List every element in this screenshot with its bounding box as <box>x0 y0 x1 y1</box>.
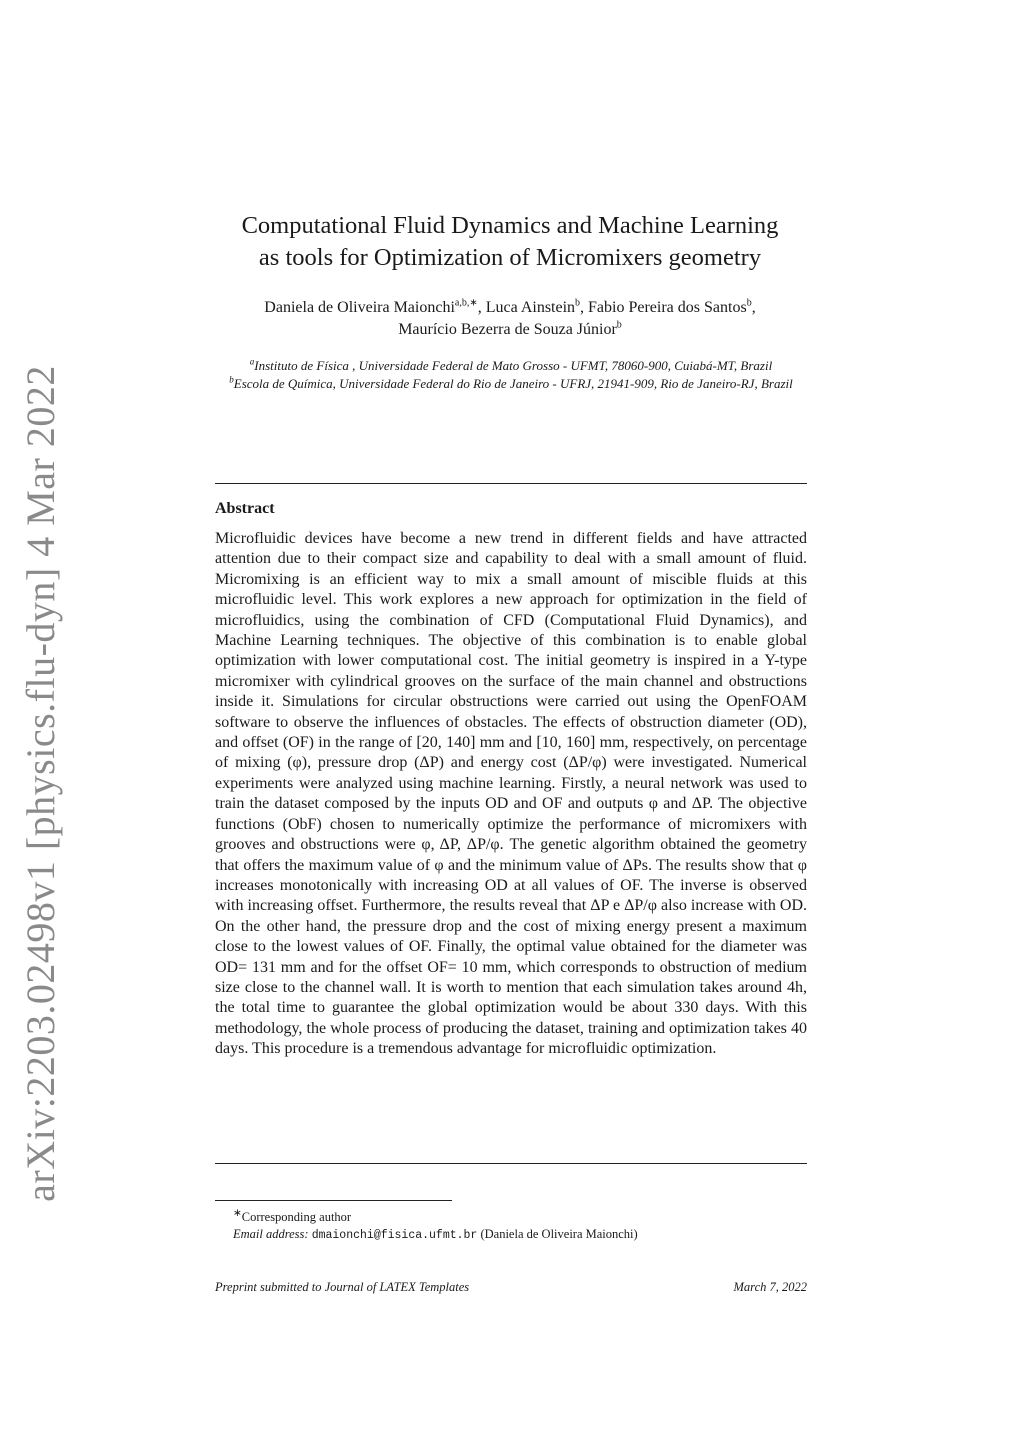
abstract-top-rule <box>215 483 807 484</box>
paper-title <box>200 210 820 274</box>
abstract-heading: Abstract <box>215 500 275 517</box>
page-footer <box>215 1280 807 1295</box>
author-name: Daniela de Oliveira Maionchi <box>264 299 455 316</box>
title-line-2: as tools for Optimization of Micromixers geometry <box>258 244 762 271</box>
email-note: Email address: dmaionchi@fisica.ufmt.br (Daniela de Oliveira Maionchi) <box>233 1227 638 1243</box>
author-affiliation-marks: b <box>616 319 622 331</box>
arxiv-id-text: arXiv:2203.02498v1 [physics.flu-dyn] 4 Mar 2022 <box>17 364 63 1202</box>
title-line-1: Computational Fluid Dynamics and Machine Learning <box>241 212 779 239</box>
affiliations <box>215 357 807 392</box>
footnote <box>215 1205 807 1244</box>
author-name: Luca Ainstein <box>485 299 576 316</box>
author-affiliation-marks: b <box>575 297 581 309</box>
email-address-link[interactable]: dmaionchi@fisica.ufmt.br <box>311 1229 478 1243</box>
corresponding-author-note: ∗Corresponding author <box>233 1208 352 1225</box>
preprint-note: Preprint submitted to Journal of LATEX Templates <box>215 1280 470 1294</box>
author-name: Fabio Pereira dos Santos <box>588 299 747 316</box>
abstract-bottom-rule <box>215 1163 807 1164</box>
footnote-rule <box>215 1200 452 1201</box>
author-list: Daniela de Oliveira Maionchi$^{a,b,∗}$, Luca Ainstein$^b$, Fabio Pereira dos Santos$^b$, Maurício Bezerra de Souza Júnior$^b$ <box>264 297 756 338</box>
arxiv-identifier-stamp <box>4 364 76 1202</box>
author-affiliation-marks: a,b,∗ <box>454 297 478 309</box>
affiliation-b: $^b$Escola de Química, Universidade Federal do Rio de Janeiro - UFRJ, 21941-909, Rio de Janeiro-RJ, Brazil <box>229 374 793 391</box>
abstract-text: Microfluidic devices have become a new trend in different fields and have attracted attention due to their compact size and capability to deal with a small amount of fluid. Micromixing is an efficient way to mix a small amount of miscible fluids at this microfluidic level. This work explores a new approach for optimization in the field of microfluidics, using the combination of CFD (Computational Fluid Dynamics), and Machine Learning techniques. The objective of this combination is to enable global optimization with lower computational cost. The initial geometry is inspired in a Y-type micromixer with cylindrical grooves on the surface of the main channel and obstructions inside it. Simulations for circular obstructions were carried out using the OpenFOAM software to observe the influences of obstacles. The effects of obstruction diameter (OD), and offset (OF) in the range of [20, 140] mm and [10, 160] mm, respectively, on percentage of mixing (φ), pressure drop (ΔP) and energy cost (ΔP/φ) were investigated. Numerical experiments were analyzed using machine learning. Firstly, a neural network was used to train the dataset composed by the inputs OD and OF and outputs φ and ΔP. The objective functions (ObF) chosen to numerically optimize the performance of micromixers with grooves and obstructions were φ, ΔP, ΔP/φ. The genetic algorithm obtained the geometry that offers the maximum value of φ and the minimum value of ΔPs. The results show that φ increases monotonically with increasing OD at all values of OF. The inverse is observed with increasing offset. Furthermore, the results reveal that ΔP e ΔP/φ also increase with OD. On the other hand, the pressure drop and the cost of mixing energy present a maximum close to the lowest values of OF. Finally, the optimal value obtained for the diameter was OD= 131 mm and for the offset OF= 10 mm, which corresponds to obstruction of medium size close to the channel wall. It is worth to mention that each simulation takes around 4h, the total time to guarantee the global optimization would be about 330 days. With this methodology, the whole process of producing the dataset, training and optimization takes 40 days. This procedure is a tremendous advantage for microfluidic optimization. <box>215 530 807 1058</box>
author-name: Maurício Bezerra de Souza Júnior <box>398 321 617 338</box>
author-affiliation-marks: b <box>746 297 752 309</box>
footer-date: March 7, 2022 <box>733 1280 807 1294</box>
affiliation-a: $^a$Instituto de Física , Universidade Federal de Mato Grosso - UFMT, 78060-900, Cuiabá-MT, Brazil <box>249 356 773 373</box>
